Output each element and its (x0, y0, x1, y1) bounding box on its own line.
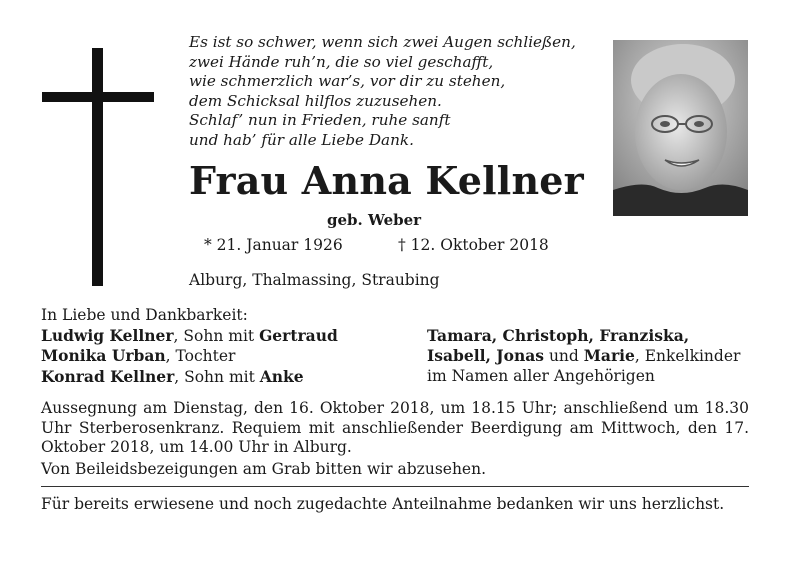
conjunction: und (544, 347, 584, 365)
grandchild-name: Jonas (496, 346, 545, 365)
maiden-name: geb. Weber (327, 211, 422, 229)
poem-line: und hab’ für alle Liebe Dank. (189, 130, 414, 149)
mourners-intro: In Liebe und Dankbarkeit: (41, 306, 248, 324)
mourner-line (41, 326, 338, 347)
deceased-name: Frau Anna Kellner (189, 158, 584, 203)
mourner-line (41, 367, 338, 388)
birth-date: * 21. Januar 1926 (204, 236, 343, 254)
portrait-photo (613, 40, 748, 216)
poem-line: Schlaf’ nun in Frieden, ruhe sanft (189, 111, 451, 130)
cross-vertical-beam (92, 48, 103, 286)
poem-line: Es ist so schwer, wenn sich zwei Augen schließen, (189, 33, 576, 51)
funeral-info: Aussegnung am Dienstag, den 16. Oktober 2018, um 18.15 Uhr; anschließend um 18.30 Uhr Sterberosenkranz. Requiem mit anschließender Beerdigung am Mittwoch, den 17. Oktober 2018, um 14.00 Uhr in Alburg. (41, 399, 749, 456)
places: Alburg, Thalmassing, Straubing (189, 271, 440, 289)
divider (41, 486, 749, 487)
thanks-note: Für bereits erwiesene und noch zugedachte Anteilnahme bedanken wir uns herzlichst. (41, 495, 725, 513)
mourners-right (427, 306, 740, 386)
grandchild-name: Isabell (427, 346, 486, 365)
all-relatives-line: im Namen aller Angehörigen (427, 366, 655, 385)
mourner-partner: Anke (259, 366, 304, 386)
memorial-poem (189, 33, 599, 151)
poem-line: wie schmerzlich war’s, vor dir zu stehen, (189, 72, 506, 91)
mourners-left (41, 306, 338, 387)
mourner-relation: , Sohn mit (173, 326, 260, 345)
relation: , Enkelkinder (634, 347, 741, 365)
grandchildren-line (427, 326, 740, 347)
grandchildren-names: Tamara, Christoph, Franziska, (427, 325, 690, 345)
grandchildren-line (427, 346, 740, 367)
mourner-partner: Gertraud (259, 325, 338, 345)
cross-horizontal-beam (42, 92, 154, 102)
death-date: † 12. Oktober 2018 (398, 236, 549, 254)
poem-line: dem Schicksal hilflos zuzusehen. (189, 91, 442, 110)
mourner-name: Konrad Kellner (41, 366, 175, 386)
separator: , (485, 346, 497, 365)
grandchild-name: Marie (583, 346, 635, 365)
condolence-note: Von Beileidsbezeigungen am Grab bitten wir abzusehen. (41, 460, 487, 478)
mourner-name: Monika Urban (41, 346, 166, 365)
spacer (427, 306, 740, 326)
poem-line: zwei Hände ruh’n, die so viel geschafft, (189, 52, 494, 71)
mourner-relation: , Sohn mit (174, 367, 260, 386)
mourner-name: Ludwig Kellner (41, 325, 174, 345)
mourner-relation: , Tochter (165, 347, 236, 365)
cross-icon (42, 48, 154, 286)
mourner-line (41, 346, 338, 367)
